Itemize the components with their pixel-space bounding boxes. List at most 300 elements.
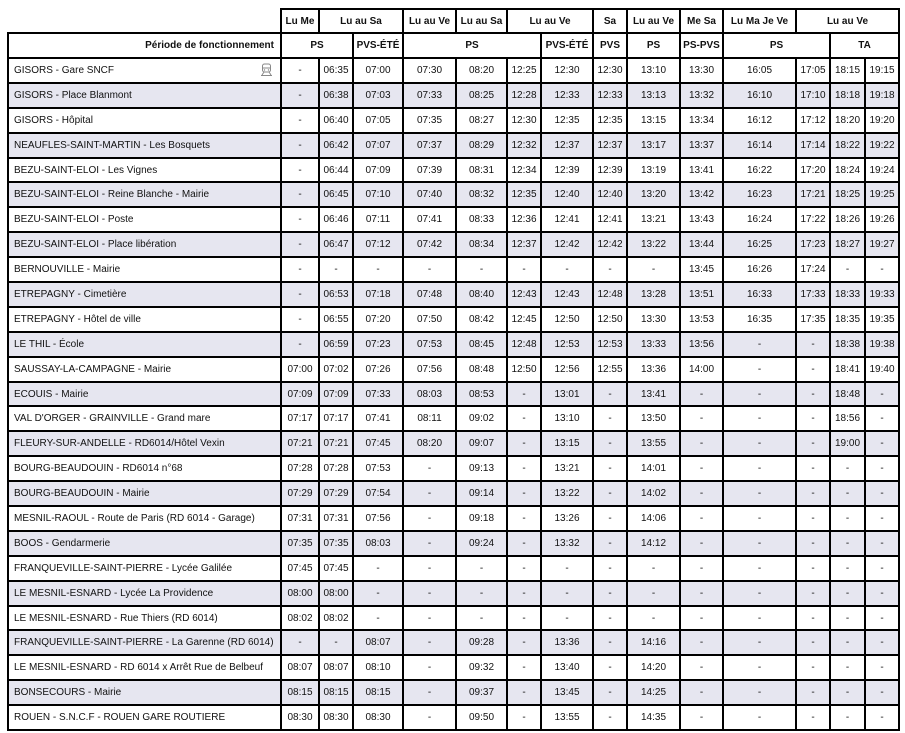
time-cell: 12:56 <box>541 357 593 382</box>
time-cell: - <box>403 655 456 680</box>
day-group-header: Lu au Ve <box>507 9 593 33</box>
time-cell: 18:38 <box>830 332 865 357</box>
time-cell: - <box>865 531 899 556</box>
time-cell: 08:15 <box>281 680 319 705</box>
time-cell: 07:54 <box>353 481 403 506</box>
stop-name-cell <box>8 431 281 456</box>
stop-name-cell <box>8 307 281 332</box>
time-cell: 09:14 <box>456 481 507 506</box>
time-cell: 13:28 <box>627 282 680 307</box>
time-cell: 12:53 <box>541 332 593 357</box>
time-cell: - <box>796 506 830 531</box>
time-cell: - <box>796 357 830 382</box>
time-cell: 08:42 <box>456 307 507 332</box>
time-cell: 07:07 <box>353 133 403 158</box>
time-cell: 18:56 <box>830 406 865 431</box>
time-cell: 07:29 <box>281 481 319 506</box>
time-cell: 07:10 <box>353 182 403 207</box>
time-cell: - <box>830 531 865 556</box>
time-cell: - <box>403 606 456 631</box>
time-cell: 07:11 <box>353 207 403 232</box>
time-cell: - <box>680 506 723 531</box>
day-group-header: Lu Me <box>281 9 319 33</box>
time-cell: 17:21 <box>796 182 830 207</box>
time-cell: 08:07 <box>319 655 353 680</box>
time-cell: - <box>796 705 830 730</box>
stop-name: GISORS - Place Blanmont <box>14 89 132 101</box>
time-cell: - <box>723 630 796 655</box>
time-cell: 06:44 <box>319 158 353 183</box>
time-cell: 16:05 <box>723 58 796 83</box>
time-cell: 12:37 <box>507 232 541 257</box>
time-cell: 13:55 <box>627 431 680 456</box>
time-cell: - <box>723 506 796 531</box>
time-cell: - <box>680 456 723 481</box>
stop-name: ETREPAGNY - Cimetière <box>14 288 127 300</box>
time-cell: 08:27 <box>456 108 507 133</box>
time-cell: 14:00 <box>680 357 723 382</box>
stop-name-cell <box>8 182 281 207</box>
time-cell: - <box>593 506 627 531</box>
table-row <box>8 481 899 506</box>
stop-name-cell <box>8 531 281 556</box>
time-cell: - <box>456 581 507 606</box>
time-cell: 12:48 <box>507 332 541 357</box>
time-cell: - <box>627 606 680 631</box>
day-group-header: Lu au Sa <box>456 9 507 33</box>
time-cell: - <box>627 581 680 606</box>
time-cell: - <box>796 406 830 431</box>
time-cell: - <box>830 581 865 606</box>
time-cell: 06:45 <box>319 182 353 207</box>
time-cell: 12:37 <box>541 133 593 158</box>
table-row <box>8 506 899 531</box>
stop-name-cell <box>8 332 281 357</box>
time-cell: 16:10 <box>723 83 796 108</box>
time-cell: 13:36 <box>541 630 593 655</box>
time-cell: 07:50 <box>403 307 456 332</box>
time-cell: - <box>723 382 796 407</box>
time-cell: 12:39 <box>541 158 593 183</box>
time-cell: - <box>680 406 723 431</box>
time-cell: 09:50 <box>456 705 507 730</box>
time-cell: - <box>723 456 796 481</box>
time-cell: - <box>627 257 680 282</box>
time-cell: 08:20 <box>403 431 456 456</box>
day-group-header: Lu au Ve <box>627 9 680 33</box>
time-cell: - <box>723 705 796 730</box>
time-cell: - <box>865 431 899 456</box>
time-cell: - <box>541 606 593 631</box>
time-cell: 12:55 <box>593 357 627 382</box>
time-cell: 07:48 <box>403 282 456 307</box>
time-cell: - <box>403 257 456 282</box>
time-cell: - <box>281 108 319 133</box>
time-cell: 07:45 <box>319 556 353 581</box>
time-cell: - <box>680 382 723 407</box>
time-cell: 13:55 <box>541 705 593 730</box>
time-cell: 07:09 <box>281 382 319 407</box>
time-cell: 13:34 <box>680 108 723 133</box>
time-cell: 06:40 <box>319 108 353 133</box>
time-cell: 17:33 <box>796 282 830 307</box>
time-cell: - <box>403 581 456 606</box>
table-row <box>8 531 899 556</box>
stop-name: BOURG-BEAUDOUIN - RD6014 n°68 <box>14 463 183 475</box>
time-cell: 08:33 <box>456 207 507 232</box>
time-cell: 07:45 <box>281 556 319 581</box>
time-cell: - <box>796 431 830 456</box>
time-cell: 12:34 <box>507 158 541 183</box>
time-cell: - <box>281 307 319 332</box>
day-group-header: Lu au Ve <box>796 9 899 33</box>
time-cell: 07:35 <box>319 531 353 556</box>
time-cell: - <box>680 581 723 606</box>
table-row <box>8 207 899 232</box>
time-cell: - <box>680 531 723 556</box>
time-cell: 16:26 <box>723 257 796 282</box>
time-cell: - <box>723 581 796 606</box>
time-cell: - <box>593 606 627 631</box>
time-cell: 08:03 <box>403 382 456 407</box>
time-cell: 09:28 <box>456 630 507 655</box>
time-cell: 07:29 <box>319 481 353 506</box>
stop-name-cell <box>8 506 281 531</box>
time-cell: 12:35 <box>507 182 541 207</box>
time-cell: 13:42 <box>680 182 723 207</box>
time-cell: - <box>830 556 865 581</box>
time-cell: 17:24 <box>796 257 830 282</box>
time-cell: 13:13 <box>627 83 680 108</box>
time-cell: 09:02 <box>456 406 507 431</box>
time-cell: - <box>507 531 541 556</box>
time-cell: 12:33 <box>541 83 593 108</box>
time-cell: - <box>865 456 899 481</box>
time-cell: 12:30 <box>507 108 541 133</box>
time-cell: - <box>353 257 403 282</box>
day-group-header: Me Sa <box>680 9 723 33</box>
time-cell: - <box>593 705 627 730</box>
time-cell: 07:03 <box>353 83 403 108</box>
time-cell: 13:30 <box>680 58 723 83</box>
time-cell: 18:33 <box>830 282 865 307</box>
time-cell: - <box>680 606 723 631</box>
time-cell: 19:38 <box>865 332 899 357</box>
time-cell: - <box>796 481 830 506</box>
time-cell: 13:41 <box>680 158 723 183</box>
table-row <box>8 705 899 730</box>
time-cell: 13:45 <box>541 680 593 705</box>
time-cell: 12:37 <box>593 133 627 158</box>
time-cell: 07:42 <box>403 232 456 257</box>
stop-name-cell <box>8 133 281 158</box>
time-cell: 12:50 <box>507 357 541 382</box>
time-cell: 12:30 <box>541 58 593 83</box>
time-cell: 19:18 <box>865 83 899 108</box>
stop-name: ETREPAGNY - Hôtel de ville <box>14 313 141 325</box>
time-cell: 19:20 <box>865 108 899 133</box>
time-cell: - <box>680 481 723 506</box>
time-cell: 07:21 <box>281 431 319 456</box>
time-cell: - <box>830 655 865 680</box>
days-header-row <box>8 9 899 33</box>
time-cell: - <box>507 655 541 680</box>
time-cell: 17:05 <box>796 58 830 83</box>
time-cell: 13:56 <box>680 332 723 357</box>
stop-name: BEZU-SAINT-ELOI - Place libération <box>14 239 177 251</box>
time-cell: - <box>541 257 593 282</box>
time-cell: 19:00 <box>830 431 865 456</box>
stop-name: BONSECOURS - Mairie <box>14 687 122 699</box>
period-group-header: TA <box>830 33 899 58</box>
time-cell: 18:26 <box>830 207 865 232</box>
time-cell: - <box>796 556 830 581</box>
time-cell: 07:53 <box>403 332 456 357</box>
time-cell: 08:32 <box>456 182 507 207</box>
time-cell: - <box>507 506 541 531</box>
time-cell: 07:05 <box>353 108 403 133</box>
time-cell: 07:23 <box>353 332 403 357</box>
time-cell: 09:07 <box>456 431 507 456</box>
table-row <box>8 182 899 207</box>
time-cell: 07:28 <box>319 456 353 481</box>
time-cell: 12:36 <box>507 207 541 232</box>
time-cell: 06:38 <box>319 83 353 108</box>
time-cell: - <box>507 630 541 655</box>
stop-name-cell <box>8 630 281 655</box>
time-cell: - <box>796 630 830 655</box>
time-cell: 08:48 <box>456 357 507 382</box>
time-cell: - <box>796 382 830 407</box>
time-cell: - <box>796 581 830 606</box>
time-cell: 07:56 <box>403 357 456 382</box>
time-cell: 07:26 <box>353 357 403 382</box>
time-cell: 13:32 <box>680 83 723 108</box>
time-cell: - <box>403 556 456 581</box>
stop-name: NEAUFLES-SAINT-MARTIN - Les Bosquets <box>14 139 210 151</box>
time-cell: 08:07 <box>353 630 403 655</box>
time-cell: - <box>796 531 830 556</box>
time-cell: 14:06 <box>627 506 680 531</box>
time-cell: - <box>593 556 627 581</box>
time-cell: 13:45 <box>680 257 723 282</box>
time-cell: - <box>830 705 865 730</box>
time-cell: 12:39 <box>593 158 627 183</box>
time-cell: 13:40 <box>541 655 593 680</box>
time-cell: 07:31 <box>319 506 353 531</box>
time-cell: 13:53 <box>680 307 723 332</box>
table-row <box>8 556 899 581</box>
time-cell: - <box>723 357 796 382</box>
time-cell: - <box>680 431 723 456</box>
time-cell: 12:50 <box>593 307 627 332</box>
time-cell: 12:48 <box>593 282 627 307</box>
stop-name: BEZU-SAINT-ELOI - Reine Blanche - Mairie <box>14 189 210 201</box>
time-cell: - <box>830 630 865 655</box>
time-cell: 07:09 <box>319 382 353 407</box>
period-label: Période de fonctionnement <box>8 33 281 58</box>
time-cell: 18:15 <box>830 58 865 83</box>
time-cell: 13:01 <box>541 382 593 407</box>
stop-name-cell <box>8 357 281 382</box>
time-cell: 07:00 <box>281 357 319 382</box>
time-cell: 07:56 <box>353 506 403 531</box>
table-row <box>8 456 899 481</box>
time-cell: 18:25 <box>830 182 865 207</box>
time-cell: - <box>723 406 796 431</box>
time-cell: 08:29 <box>456 133 507 158</box>
time-cell: 17:12 <box>796 108 830 133</box>
time-cell: 13:41 <box>627 382 680 407</box>
time-cell: 08:02 <box>281 606 319 631</box>
period-group-header: PS <box>627 33 680 58</box>
time-cell: 08:30 <box>281 705 319 730</box>
time-cell: 18:22 <box>830 133 865 158</box>
time-cell: 08:25 <box>456 83 507 108</box>
time-cell: 09:32 <box>456 655 507 680</box>
time-cell: 13:15 <box>541 431 593 456</box>
time-cell: - <box>723 680 796 705</box>
time-cell: 19:26 <box>865 207 899 232</box>
table-row <box>8 108 899 133</box>
table-row <box>8 655 899 680</box>
time-cell: 09:37 <box>456 680 507 705</box>
time-cell: - <box>456 556 507 581</box>
train-station-icon <box>261 63 272 76</box>
table-row <box>8 406 899 431</box>
time-cell: - <box>281 83 319 108</box>
time-cell: - <box>865 655 899 680</box>
table-row <box>8 382 899 407</box>
time-cell: 13:32 <box>541 531 593 556</box>
time-cell: - <box>865 481 899 506</box>
stop-name: VAL D'ORGER - GRAINVILLE - Grand mare <box>14 413 211 425</box>
stop-name-cell <box>8 655 281 680</box>
time-cell: - <box>507 680 541 705</box>
time-cell: 08:00 <box>281 581 319 606</box>
time-cell: - <box>456 606 507 631</box>
time-cell: 12:41 <box>541 207 593 232</box>
stop-name: LE MESNIL-ESNARD - Lycée La Providence <box>14 587 214 599</box>
time-cell: 19:22 <box>865 133 899 158</box>
time-cell: - <box>796 606 830 631</box>
time-cell: 08:00 <box>319 581 353 606</box>
time-cell: 12:35 <box>593 108 627 133</box>
time-cell: - <box>796 655 830 680</box>
time-cell: 06:46 <box>319 207 353 232</box>
table-row <box>8 680 899 705</box>
time-cell: - <box>593 481 627 506</box>
time-cell: 13:36 <box>627 357 680 382</box>
table-row <box>8 630 899 655</box>
time-cell: 08:53 <box>456 382 507 407</box>
time-cell: 08:20 <box>456 58 507 83</box>
time-cell: 13:51 <box>680 282 723 307</box>
time-cell: 07:41 <box>403 207 456 232</box>
time-cell: - <box>723 332 796 357</box>
stop-name-cell <box>8 282 281 307</box>
time-cell: 13:22 <box>541 481 593 506</box>
time-cell: 07:28 <box>281 456 319 481</box>
table-row <box>8 58 899 83</box>
time-cell: 19:24 <box>865 158 899 183</box>
stop-name: ECOUIS - Mairie <box>14 388 89 400</box>
time-cell: - <box>593 257 627 282</box>
stop-name-cell <box>8 581 281 606</box>
time-cell: - <box>593 655 627 680</box>
time-cell: - <box>723 606 796 631</box>
time-cell: 08:30 <box>353 705 403 730</box>
period-group-header: PVS <box>593 33 627 58</box>
time-cell: 19:25 <box>865 182 899 207</box>
time-cell: - <box>796 332 830 357</box>
time-cell: 08:15 <box>319 680 353 705</box>
time-cell: 12:30 <box>593 58 627 83</box>
day-group-header: Lu au Ve <box>403 9 456 33</box>
time-cell: - <box>865 606 899 631</box>
time-cell: 13:44 <box>680 232 723 257</box>
time-cell: 14:25 <box>627 680 680 705</box>
periods-header-row <box>8 33 899 58</box>
time-cell: 17:14 <box>796 133 830 158</box>
time-cell: 19:35 <box>865 307 899 332</box>
time-cell: 07:12 <box>353 232 403 257</box>
time-cell: - <box>723 531 796 556</box>
time-cell: 08:40 <box>456 282 507 307</box>
time-cell: 07:41 <box>353 406 403 431</box>
table-row <box>8 282 899 307</box>
table-row <box>8 83 899 108</box>
time-cell: 12:40 <box>541 182 593 207</box>
day-group-header: Lu au Sa <box>319 9 403 33</box>
time-cell: 16:35 <box>723 307 796 332</box>
time-cell: 17:23 <box>796 232 830 257</box>
time-cell: - <box>830 481 865 506</box>
time-cell: 13:26 <box>541 506 593 531</box>
stop-name-cell <box>8 606 281 631</box>
time-cell: 12:50 <box>541 307 593 332</box>
stop-name-cell <box>8 232 281 257</box>
stop-name-cell <box>8 83 281 108</box>
time-cell: - <box>723 431 796 456</box>
table-row <box>8 158 899 183</box>
time-cell: 19:40 <box>865 357 899 382</box>
time-cell: 09:24 <box>456 531 507 556</box>
stop-name: BEZU-SAINT-ELOI - Les Vignes <box>14 164 158 176</box>
stop-name-cell <box>8 556 281 581</box>
table-row <box>8 133 899 158</box>
stop-name: FRANQUEVILLE-SAINT-PIERRE - Lycée Galilée <box>14 562 233 574</box>
time-cell: - <box>403 705 456 730</box>
time-cell: 19:33 <box>865 282 899 307</box>
time-cell: 13:19 <box>627 158 680 183</box>
time-cell: 16:14 <box>723 133 796 158</box>
time-cell: 13:43 <box>680 207 723 232</box>
time-cell: 07:35 <box>281 531 319 556</box>
time-cell: 18:27 <box>830 232 865 257</box>
time-cell: - <box>680 680 723 705</box>
time-cell: 08:15 <box>353 680 403 705</box>
time-cell: - <box>403 481 456 506</box>
time-cell: 13:22 <box>627 232 680 257</box>
stop-name: GISORS - Gare SNCF <box>14 64 115 76</box>
time-cell: 06:55 <box>319 307 353 332</box>
time-cell: - <box>403 630 456 655</box>
time-cell: 07:20 <box>353 307 403 332</box>
time-cell: 06:59 <box>319 332 353 357</box>
stop-name: GISORS - Hôpital <box>14 114 93 126</box>
time-cell: 18:24 <box>830 158 865 183</box>
